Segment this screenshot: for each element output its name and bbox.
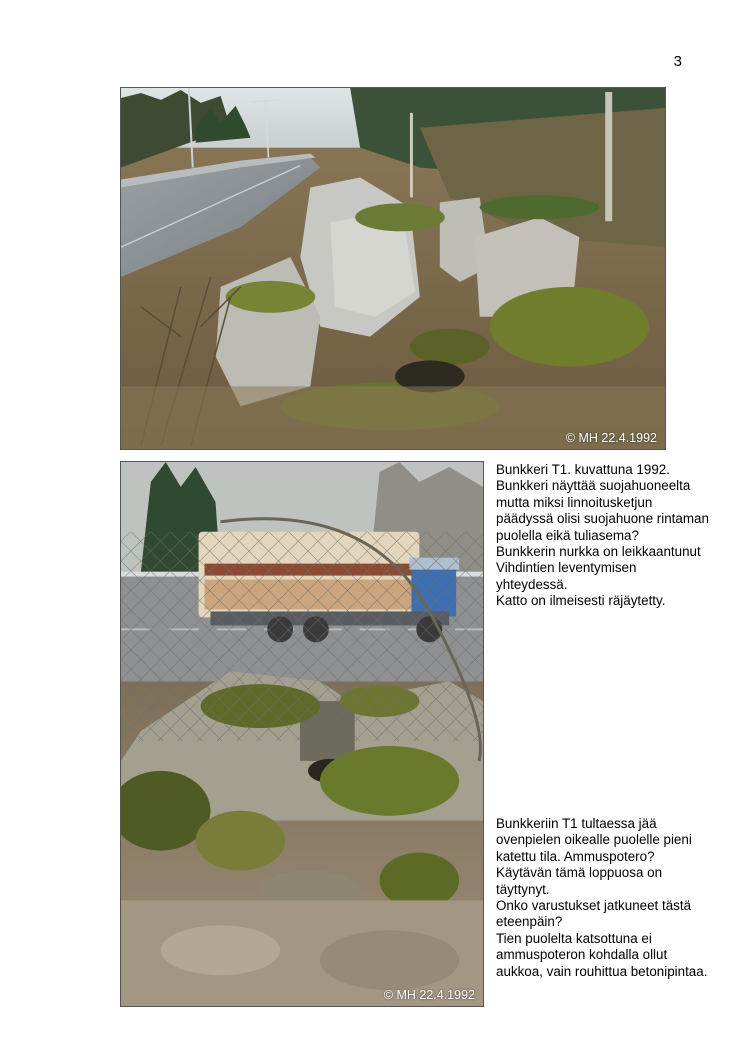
- bunker-photo-roadside: [120, 87, 666, 450]
- caption-bunker-t1: Bunkkeri T1. kuvattuna 1992. Bunkkeri näyttää suojahuoneelta mutta miksi linnoitusketjun päädyssä olisi suojahuone rintaman puolella eikä tuliasema? Bunkkerin nurkka on leikkaantunut Vihdintien leventymisen yhteydessä. Katto on ilmeisesti räjäytetty.: [496, 462, 709, 609]
- caption-ammunition-niche: Bunkkeriin T1 tultaessa jää ovenpielen oikealle puolelle pieni katettu tila. Ammuspotero? Käytävän tämä loppuosa on täyttynyt. Onko varustukset jatkuneet tästä eteenpäin? Tien puolelta katsottuna ei ammuspoteron kohdalla ollut aukkoa, vain rouhittua betonipintaa.: [496, 816, 708, 979]
- bunker-photo-opening: [120, 461, 484, 1007]
- page-number: 3: [673, 53, 682, 70]
- bunker-photo-roadside-image: [121, 88, 665, 449]
- photo-credit: © MH 22.4.1992: [383, 988, 475, 1002]
- photo-credit: © MH 22.4.1992: [565, 431, 657, 445]
- bunker-photo-opening-image: [121, 462, 483, 1006]
